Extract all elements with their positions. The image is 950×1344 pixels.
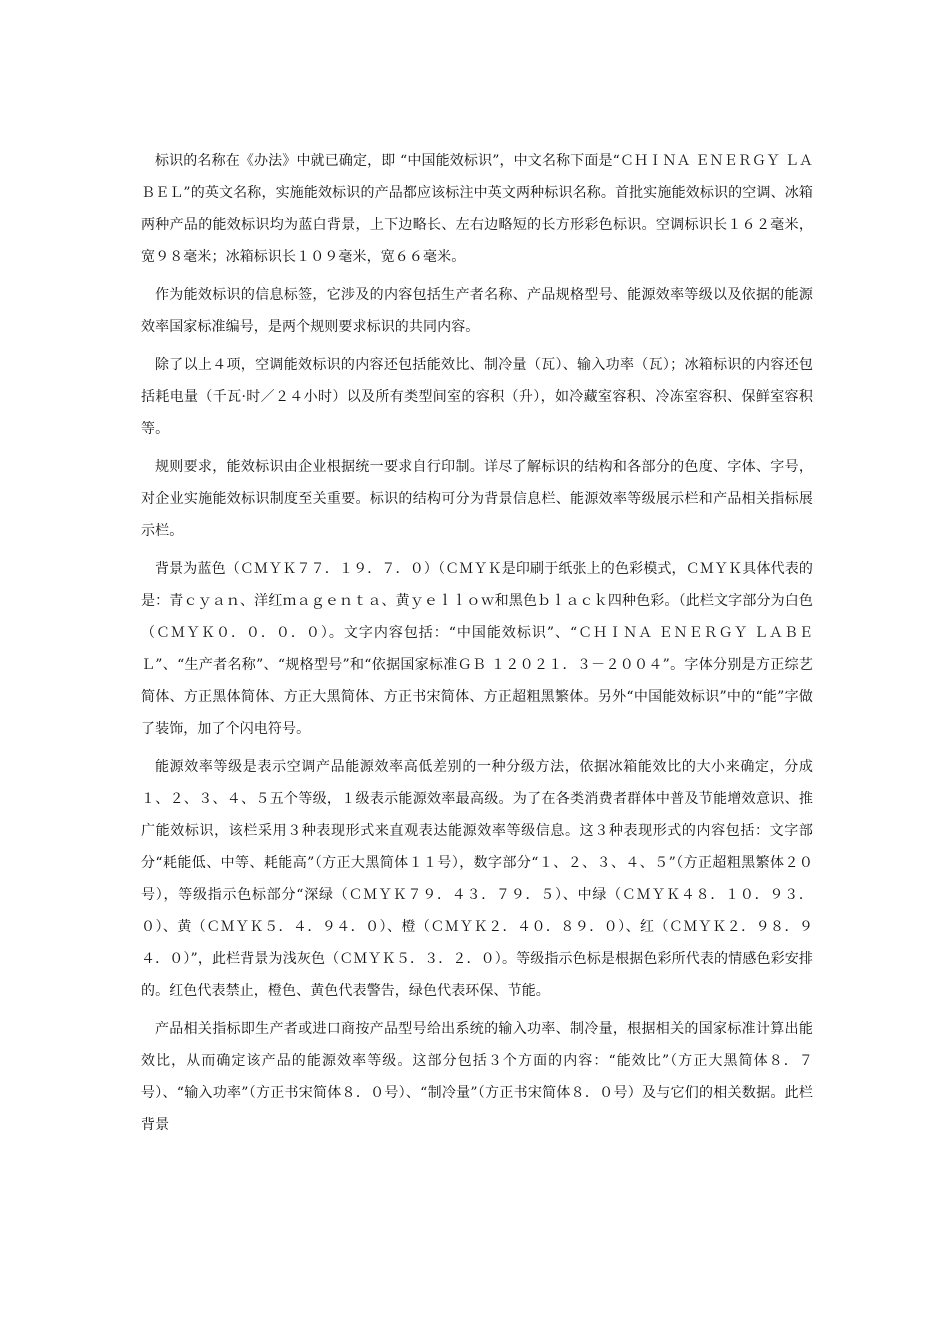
paragraph-label-content: 作为能效标识的信息标签，它涉及的内容包括生产者名称、产品规格型号、能源效率等级以及依据的能源效率国家标准编号，是两个规则要求标识的共同内容。 xyxy=(141,287,813,335)
paragraph-background-section: 背景为蓝色（ＣＭＹＫ７７．１９．７．０）（ＣＭＹＫ是印刷于纸张上的色彩模式，ＣＭＹＫ具体代表的是：青ｃｙａｎ、洋红ｍａｇｅｎｔａ、黄ｙｅｌｌｏｗ和黑色ｂｌａｃｋ四种色彩。（此栏文字部分为白色（ＣＭＹＫ０．０．０．０）。文字内容包括：“中国能效标识”、“ＣＨＩＮＡ ＥＮＥＲＧＹ ＬＡＢＥＬ”、“生产者名称”、“规格型号”和“依据国家标准ＧＢ １２０２１．３－２００４”。字体分别是方正综艺简体、方正黑体简体、方正大黑简体、方正书宋简体、方正超粗黑繁体。另外“中国能效标识”中的“能”字做了装饰，加了个闪电符号。 xyxy=(141,561,813,737)
paragraph-efficiency-grade: 能源效率等级是表示空调产品能源效率高低差别的一种分级方法，依据冰箱能效比的大小来确定，分成１、２、３、４、５五个等级，１级表示能源效率最高级。为了在各类消费者群体中普及节能增效意识、推广能效标识，该栏采用３种表现形式来直观表达能源效率等级信息。这３种表现形式的内容包括：文字部分“耗能低、中等、耗能高”（方正大黑简体１１号），数字部分“１、２、３、４、５”（方正超粗黑繁体２０号），等级指示色标部分“深绿（ＣＭＹＫ７９．４３．７９．５）、中绿（ＣＭＹＫ４８．１０．９３．０）、黄（ＣＭＹＫ５．４．９４．０）、橙（ＣＭＹＫ２．４０．８９．０）、红（ＣＭＹＫ２．９８．９４．０）”，此栏背景为浅灰色（ＣＭＹＫ５．３．２．０）。等级指示色标是根据色彩所代表的情感色彩安排的。红色代表禁止，橙色、黄色代表警告，绿色代表环保、节能。 xyxy=(141,759,813,999)
paragraph-product-indicators: 产品相关指标即生产者或进口商按产品型号给出系统的输入功率、制冷量，根据相关的国家标准计算出能效比，从而确定该产品的能源效率等级。这部分包括３个方面的内容：“能效比”（方正大黑简体８．７号）、“输入功率”（方正书宋简体８．０号）、“制冷量”（方正书宋简体８．０号）及与它们的相关数据。此栏背景 xyxy=(141,1021,813,1133)
paragraph-printing-rules: 规则要求，能效标识由企业根据统一要求自行印制。详尽了解标识的结构和各部分的色度、字体、字号，对企业实施能效标识制度至关重要。标识的结构可分为背景信息栏、能源效率等级展示栏和产品相关指标展示栏。 xyxy=(141,459,813,539)
paragraph-label-name: 标识的名称在《办法》中就已确定，即 “中国能效标识”，中文名称下面是“ＣＨＩＮＡ ＥＮＥＲＧＹ ＬＡＢＥＬ”的英文名称，实施能效标识的产品都应该标注中英文两种标识名称。首批实施能效标识的空调、冰箱两种产品的能效标识均为蓝白背景，上下边略长、左右边略短的长方形彩色标识。空调标识长１６２毫米，宽９８毫米；冰箱标识长１０９毫米，宽６６毫米。 xyxy=(141,153,813,265)
document-body xyxy=(141,145,813,1147)
paragraph-extra-items: 除了以上４项，空调能效标识的内容还包括能效比、制冷量（瓦）、输入功率（瓦）；冰箱标识的内容还包括耗电量（千瓦·时／２４小时）以及所有类型间室的容积（升），如冷藏室容积、冷冻室容积、保鲜室容积等。 xyxy=(141,357,813,437)
